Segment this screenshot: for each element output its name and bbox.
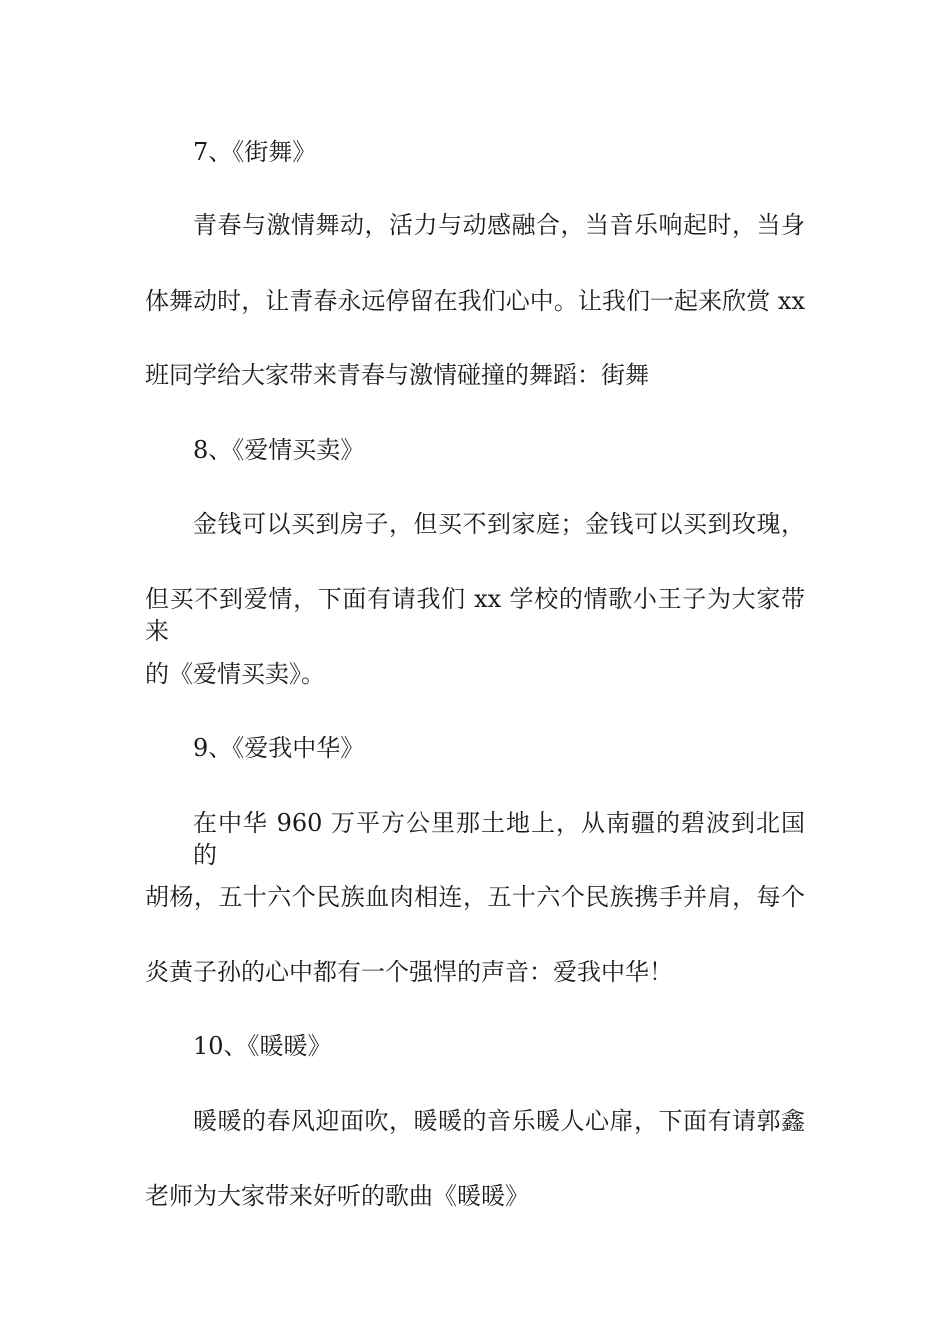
paragraph-line: 老师为大家带来好听的歌曲《暖暖》 [145,1182,529,1210]
paragraph-line: 炎黄子孙的心中都有一个强悍的声音：爱我中华！ [145,958,673,986]
paragraph-line: 的《爱情买卖》。 [145,660,325,688]
paragraph-line: 青春与激情舞动，活力与动感融合，当音乐响起时，当身 [193,211,805,239]
paragraph-line: 体舞动时，让青春永远停留在我们心中。让我们一起来欣赏 xx [145,287,805,315]
section-heading: 8、《爱情买卖》 [193,436,365,464]
section-heading: 9、《爱我中华》 [193,734,365,762]
paragraph-line: 胡杨，五十六个民族血肉相连，五十六个民族携手并肩，每个 [145,883,805,911]
paragraph-line: 金钱可以买到房子，但买不到家庭；金钱可以买到玫瑰， [193,510,805,538]
paragraph-line: 暖暖的春风迎面吹，暖暖的音乐暖人心扉，下面有请郭鑫 [193,1107,805,1135]
section-heading: 7、《街舞》 [193,138,317,166]
paragraph-line: 在中华 960 万平方公里那土地上，从南疆的碧波到北国的 [193,809,805,869]
paragraph-line: 班同学给大家带来青春与激情碰撞的舞蹈：街舞 [145,361,649,389]
section-heading: 10、《暖暖》 [193,1032,332,1060]
paragraph-line: 但买不到爱情，下面有请我们 xx 学校的情歌小王子为大家带来 [145,585,805,645]
